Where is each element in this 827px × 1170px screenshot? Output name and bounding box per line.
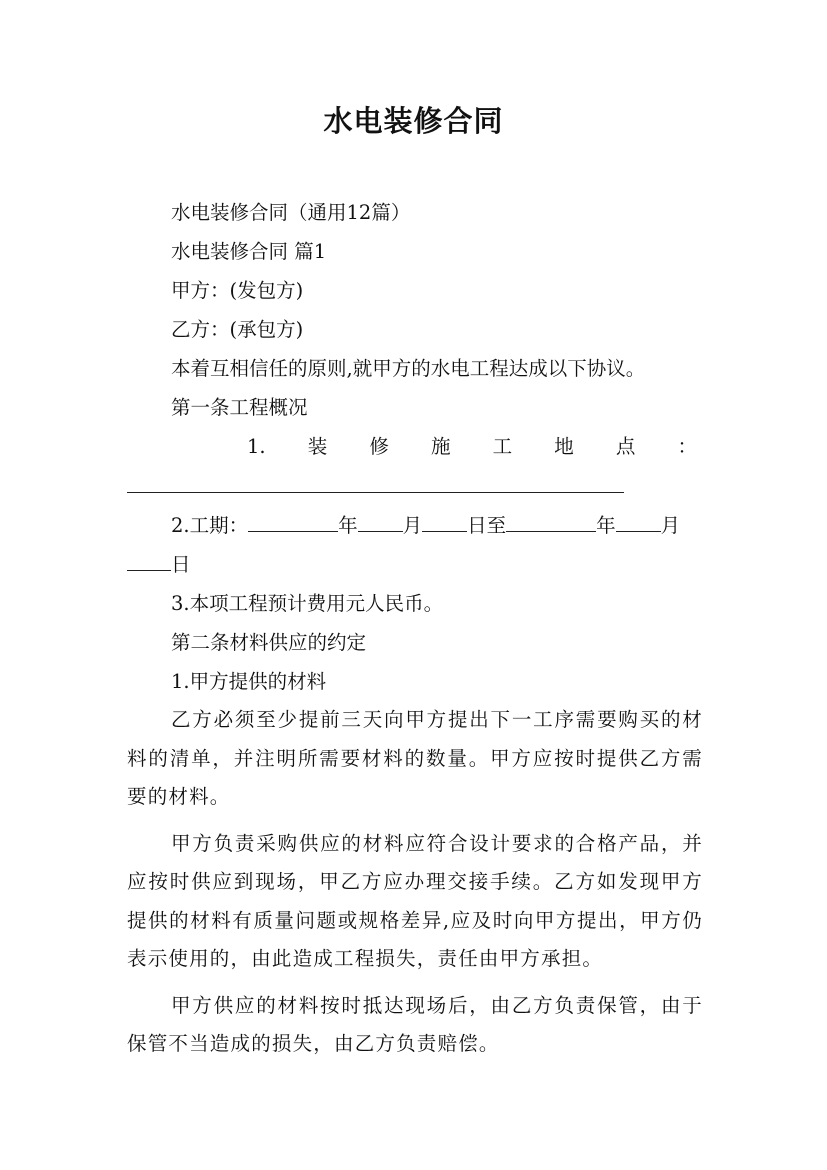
period-prefix: 2.工期： <box>171 514 249 537</box>
document-body <box>127 193 703 1064</box>
start-year-blank <box>248 509 338 532</box>
site-char: 工 <box>492 435 513 458</box>
party-b-line: 乙方：(承包方) <box>171 318 304 341</box>
site-blank-line <box>127 466 624 493</box>
end-year-blank <box>506 509 596 532</box>
month-label: 月 <box>402 514 423 537</box>
paragraph: 甲方供应的材料按时抵达现场后，由乙方负责保管，由于保管不当造成的损失，由乙方负责赔偿。 <box>127 993 703 1055</box>
party-a-line: 甲方：(发包方) <box>171 279 304 302</box>
paragraph: 乙方必须至少提前三天向甲方提出下一工序需要购买的材料的清单，并注明所需要材料的数量。甲方应按时提供乙方需要的材料。 <box>127 708 703 808</box>
year-label: 年 <box>596 514 616 537</box>
document-title: 水电装修合同 <box>323 104 504 138</box>
site-char: 点 <box>615 435 636 458</box>
year-label: 年 <box>338 514 358 537</box>
start-month-blank <box>358 509 403 532</box>
end-day-blank <box>127 548 171 571</box>
site-char: 施 <box>430 435 451 458</box>
cost-line: 3.本项工程预计费用元人民币。 <box>171 592 444 615</box>
agreement-intro: 本着互相信任的原则,就甲方的水电工程达成以下协议。 <box>171 357 646 380</box>
site-char: ： <box>677 435 697 458</box>
construction-site-line <box>127 427 703 466</box>
day-to-label: 日至 <box>467 514 507 537</box>
construction-period-end <box>127 545 703 584</box>
article-1-title: 第一条工程概况 <box>171 396 308 419</box>
construction-period-line <box>127 506 703 545</box>
article-2-title: 第二条材料供应的约定 <box>171 631 367 654</box>
end-month-blank <box>616 509 661 532</box>
start-day-blank <box>422 509 467 532</box>
contract-heading: 水电装修合同（通用12篇） <box>171 201 411 224</box>
month-label: 月 <box>660 514 681 537</box>
subsection-1-title: 1.甲方提供的材料 <box>171 670 327 693</box>
site-char: 装 <box>307 435 328 458</box>
site-char: 地 <box>554 435 574 458</box>
contract-part-heading: 水电装修合同 篇1 <box>171 240 327 263</box>
day-label: 日 <box>171 553 191 576</box>
site-char: 1. <box>247 435 266 458</box>
paragraph: 甲方负责采购供应的材料应符合设计要求的合格产品，并应按时供应到现场，甲乙方应办理交接手续。乙方如发现甲方提供的材料有质量问题或规格差异,应及时向甲方提出，甲方仍表示使用的，由此造成工程损失，责任由甲方承担。 <box>127 831 703 970</box>
site-char: 修 <box>369 435 389 458</box>
